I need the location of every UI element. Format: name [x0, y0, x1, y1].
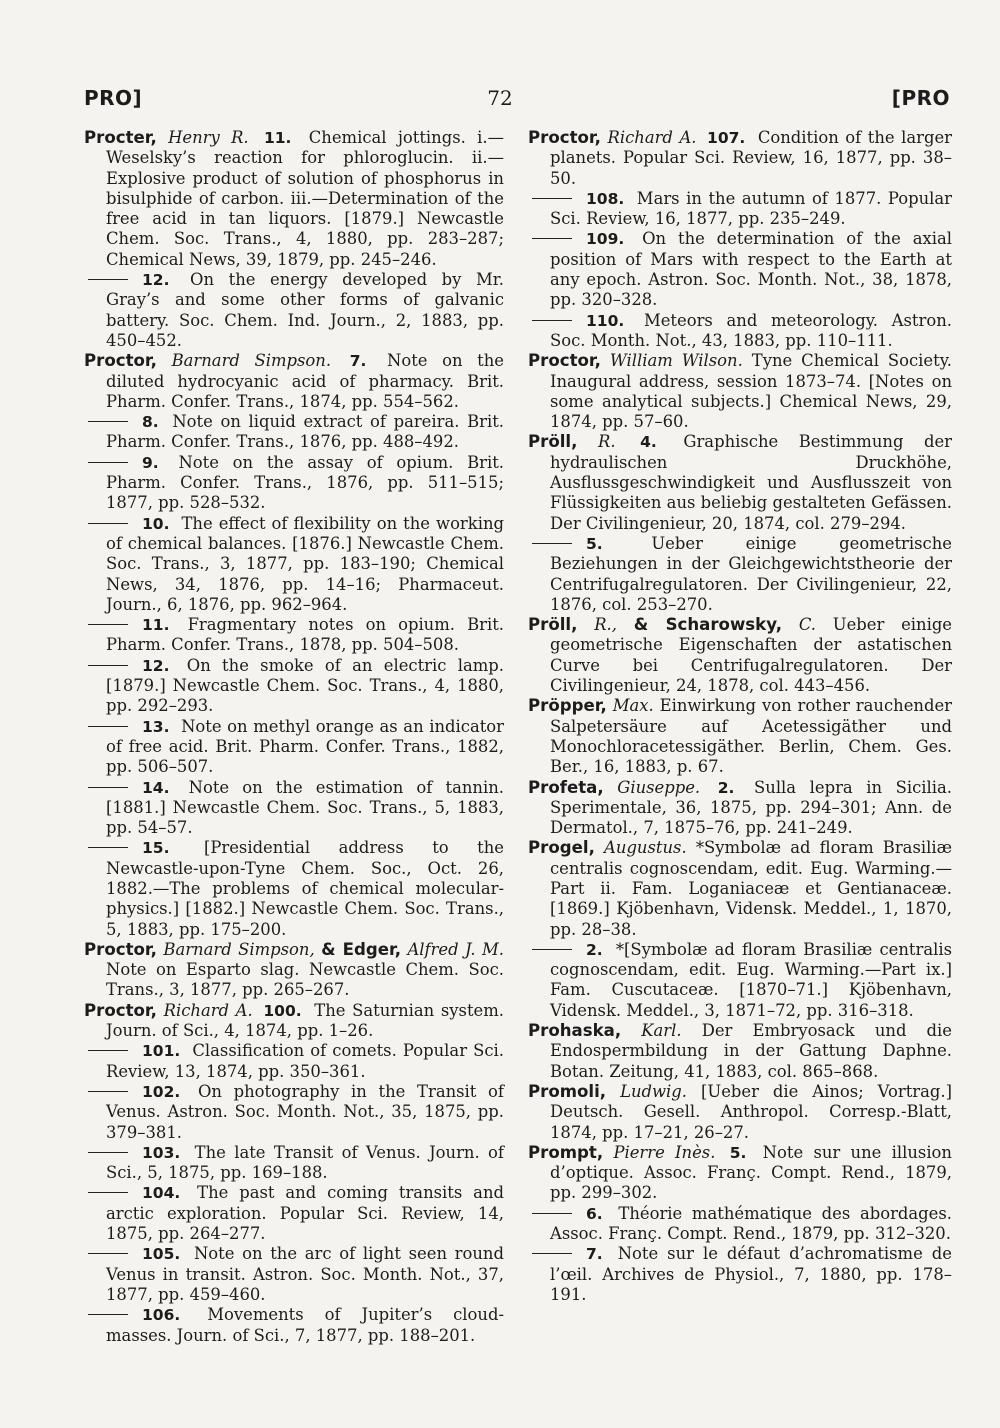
entry-text: *Symbolæ ad floram Brasiliæ centralis cognoscendam, edit. Eug. Warming.—Part ii. Fam. Loganiaceæ et Gentianaceæ. [1869.] Kjöbenhavn, Vidensk. Meddel., 1, 1870, pp. 28–38.: [550, 838, 952, 939]
author-given-name: Barnard Simpson.: [171, 351, 332, 371]
bibliography-entry: [84, 1183, 504, 1244]
ditto-dash: [88, 1192, 128, 1193]
entry-text: The Saturnian system. Journ. of Sci., 4, 1874, pp. 1–26.: [106, 1000, 504, 1041]
author-surname: Pröpper,: [528, 696, 607, 716]
bibliography-entry: [84, 1305, 504, 1346]
entry-text: Note on the diluted hydrocyanic acid of pharmacy. Brit. Pharm. Confer. Trans., 1874, pp. 554–562.: [106, 351, 505, 411]
entry-text: Fragmentary notes on opium. Brit. Pharm. Confer. Trans., 1878, pp. 504–508.: [106, 615, 504, 655]
bibliography-entry: [528, 696, 952, 777]
bibliography-entry: [84, 717, 504, 778]
author-surname: Proctor,: [84, 1000, 157, 1020]
entry-text: Ueber einige geometrische Beziehungen in der Gleichgewichtstheorie der Centrifugalregulatoren. Der Civilingenieur, 22, 1876, col. 253–270.: [550, 533, 952, 614]
bibliography-entry: [84, 514, 504, 615]
entry-text: Meteors and meteorology. Astron. Soc. Month. Not., 43, 1883, pp. 110–111.: [550, 310, 952, 350]
author-surname: Pröll,: [528, 432, 578, 452]
entry-number: 12.: [142, 656, 170, 675]
bibliography-entry: [84, 778, 504, 839]
bibliography-entry: [84, 1001, 504, 1042]
author-surname: Promoli,: [528, 1081, 607, 1101]
entry-number: 14.: [142, 778, 170, 797]
entry-text: Einwirkung von rother rauchender Salpetersäure auf Acetessigäther und Monochloracetessigäther. Berlin, Chem. Ges. Ber., 16, 1883, p. 67.: [550, 696, 952, 777]
right-column: [528, 128, 952, 1305]
bibliography-entry: [84, 1041, 504, 1082]
entry-number: 15.: [142, 839, 170, 858]
entry-text: Graphische Bestimmung der hydraulischen Druckhöhe, Ausflussgeschwindigkeit und Ausflusszeit von Flüssigkeiten aus beliebig gestalteten Gefässen. Der Civilingenieur, 20, 1874, col. 279–294.: [550, 432, 953, 533]
entry-number: 101.: [142, 1042, 181, 1061]
entry-number: 11.: [142, 616, 170, 635]
entry-number: 7.: [586, 1245, 603, 1264]
bibliography-entry: [528, 778, 952, 839]
entry-number: 2.: [586, 940, 603, 959]
entry-text: Note on liquid extract of pareira. Brit. Pharm. Confer. Trans., 1876, pp. 488–492.: [106, 412, 504, 452]
ditto-dash: [88, 1152, 128, 1153]
author-given-name: Henry R.: [168, 128, 249, 147]
ditto-dash: [88, 624, 128, 625]
entry-text: Théorie mathématique des abordages. Assoc. Franç. Compt. Rend., 1879, pp. 312–320.: [550, 1203, 952, 1244]
author-surname: Proctor,: [528, 351, 601, 371]
ditto-dash: [88, 847, 128, 848]
entry-number: 105.: [142, 1245, 181, 1264]
entry-number: 107.: [707, 129, 746, 147]
entry-number: 106.: [142, 1306, 181, 1325]
coauthor-surname: & Edger,: [321, 939, 402, 959]
bibliography-entry: [528, 189, 952, 230]
ditto-dash: [88, 1050, 128, 1051]
ditto-dash: [88, 787, 128, 788]
ditto-dash: [532, 238, 572, 239]
ditto-dash: [532, 320, 572, 321]
bibliography-entry: [528, 1021, 952, 1082]
page-number: 72: [487, 86, 513, 110]
bibliography-entry: [84, 1143, 504, 1184]
entry-number: 10.: [142, 514, 170, 533]
author-given-name: R.: [598, 432, 616, 452]
bibliography-entry: [84, 615, 504, 656]
entry-number: 108.: [586, 189, 625, 208]
entry-number: 11.: [263, 129, 292, 147]
bibliography-entry: [528, 940, 952, 1021]
entry-number: 5.: [729, 1143, 747, 1162]
author-given-name: Ludwig.: [620, 1081, 688, 1101]
entry-number: 2.: [717, 778, 735, 797]
entry-text: Note on the estimation of tannin. [1881.] Newcastle Chem. Soc. Trans., 5, 1883, pp. 54–57.: [106, 777, 504, 838]
author-surname: Profeta,: [528, 777, 604, 797]
entry-text: Classification of comets. Popular Sci. Review, 13, 1874, pp. 350–361.: [106, 1041, 504, 1081]
bibliography-entry: [84, 270, 504, 351]
entry-text: Condition of the larger planets. Popular Sci. Review, 16, 1877, pp. 38–50.: [550, 128, 952, 188]
ditto-dash: [532, 949, 572, 950]
entry-text: Der Embryosack und die Endospermbildung in der Gattung Daphne. Botan. Zeitung, 41, 1883, col. 865–868.: [550, 1021, 952, 1081]
ditto-dash: [88, 1314, 128, 1315]
entry-text: Note on the arc of light seen round Venus in transit. Astron. Soc. Month. Not., 37, 1877, pp. 459–460.: [106, 1244, 504, 1304]
entry-text: Sulla lepra in Sicilia. Sperimentale, 36, 1875, pp. 294–301; Ann. de Dermatol., 7, 1875–76, pp. 241–249.: [550, 777, 953, 838]
ditto-dash: [88, 523, 128, 524]
entry-number: 6.: [586, 1204, 603, 1223]
entry-number: 102.: [142, 1082, 181, 1101]
coauthor-surname: & Scharowsky,: [633, 615, 783, 635]
running-header: [0, 86, 1000, 120]
author-given-name: Richard A.: [163, 1000, 253, 1020]
entry-text: On the determination of the axial position of Mars with respect to the Earth at any epoch. Astron. Soc. Month. Not., 38, 1878, pp. 320–328.: [550, 229, 952, 310]
bibliography-entry: [84, 940, 504, 1001]
header-right: [PRO: [891, 86, 950, 110]
author-given-name: Richard A.: [607, 128, 697, 147]
entry-number: 110.: [586, 311, 625, 330]
bibliography-entry: [84, 1082, 504, 1143]
entry-number: 7.: [349, 352, 367, 371]
entry-text: On the energy developed by Mr. Gray’s and some other forms of galvanic battery. Soc. Chem. Ind. Journ., 2, 1883, pp. 450–452.: [106, 270, 504, 350]
entry-text: Note on Esparto slag. Newcastle Chem. Soc. Trans., 3, 1877, pp. 265–267.: [106, 960, 504, 1000]
author-surname: Proctor,: [84, 939, 157, 959]
entry-text: Movements of Jupiter’s cloud-masses. Journ. of Sci., 7, 1877, pp. 188–201.: [106, 1305, 504, 1345]
entry-text: Mars in the autumn of 1877. Popular Sci. Review, 16, 1877, pp. 235–249.: [550, 188, 952, 229]
ditto-dash: [532, 1213, 572, 1214]
author-given-name: William Wilson.: [609, 351, 743, 371]
entry-text: *[Symbolæ ad floram Brasiliæ centralis cognoscendam, edit. Eug. Warming.—Part ix.] Fam. Cuscutaceæ. [1870–71.] Kjöbenhavn, Vidensk. Meddel., 3, 1871–72, pp. 316–318.: [550, 939, 952, 1020]
entry-text: The past and coming transits and arctic exploration. Popular Sci. Review, 14, 1875, pp. 264–277.: [106, 1183, 504, 1244]
bibliography-entry: [528, 615, 952, 696]
ditto-dash: [88, 462, 128, 463]
entry-text: Note on methyl orange as an indicator of free acid. Brit. Pharm. Confer. Trans., 1882, pp. 506–507.: [106, 716, 504, 777]
ditto-dash: [88, 1253, 128, 1254]
author-surname: Prohaska,: [528, 1021, 622, 1041]
entry-text: Chemical jottings. i.—Weselsky’s reaction for phloroglucin. ii.—Explosive product of solution of phosphorus in bisulphide of carbon. iii.—Determination of the free acid in tan liquors. [1879.] Newcastle Chem. Soc. Trans., 4, 1880, pp. 283–287; Chemical News, 39, 1879, pp. 245–246.: [106, 128, 504, 269]
bibliography-entry: [528, 311, 952, 352]
bibliography-entry: [84, 128, 504, 270]
bibliography-entry: [528, 229, 952, 310]
author-given-name: Augustus.: [604, 838, 687, 858]
ditto-dash: [532, 543, 572, 544]
ditto-dash: [88, 1091, 128, 1092]
header-left: PRO]: [84, 86, 143, 110]
bibliography-entry: [84, 351, 504, 412]
entry-text: Note on the assay of opium. Brit. Pharm. Confer. Trans., 1876, pp. 511–515; 1877, pp. 528–532.: [106, 452, 504, 513]
left-column: [84, 128, 504, 1346]
author-surname: Proctor,: [84, 351, 157, 371]
ditto-dash: [532, 1253, 572, 1254]
bibliography-entry: [528, 1082, 952, 1143]
entry-text: Tyne Chemical Society. Inaugural address, session 1873–74. [Notes on some analytical subjects.] Chemical News, 29, 1874, pp. 57–60.: [550, 351, 952, 432]
bibliography-entry: [84, 453, 504, 514]
entry-number: 100.: [263, 1001, 302, 1020]
bibliography-entry: [528, 128, 952, 189]
author-surname: Procter,: [84, 128, 157, 147]
entry-number: 4.: [640, 433, 657, 452]
author-given-name: Pierre Inès.: [613, 1142, 716, 1162]
entry-number: 103.: [142, 1143, 181, 1162]
entry-text: The late Transit of Venus. Journ. of Sci., 5, 1875, pp. 169–188.: [106, 1142, 504, 1183]
bibliography-entry: [528, 534, 952, 615]
author-given-name: Barnard Simpson,: [163, 939, 315, 959]
ditto-dash: [88, 665, 128, 666]
coauthor-given-name: Alfred J. M.: [407, 939, 504, 959]
bibliography-entry: [528, 432, 952, 533]
bibliography-entry: [528, 1204, 952, 1245]
author-surname: Proctor,: [528, 128, 601, 147]
entry-number: 104.: [142, 1184, 181, 1203]
bibliography-entry: [528, 351, 952, 432]
bibliography-entry: [84, 412, 504, 453]
bibliography-entry: [528, 1143, 952, 1204]
bibliography-entry: [84, 838, 504, 939]
bibliography-entry: [84, 1244, 504, 1305]
entry-text: Note sur le défaut d’achromatisme de l’œil. Archives de Physiol., 7, 1880, pp. 178–191.: [550, 1244, 952, 1304]
entry-text: Note sur une illusion d’optique. Assoc. Franç. Compt. Rend., 1879, pp. 299–302.: [550, 1142, 952, 1203]
entry-text: On the smoke of an electric lamp. [1879.] Newcastle Chem. Soc. Trans., 4, 1880, pp. 292–293.: [106, 655, 504, 716]
entry-text: Ueber einige geometrische Eigenschaften der astatischen Curve bei Centrifugalregulatoren. Der Civilingenieur, 24, 1878, col. 443–456.: [550, 615, 953, 696]
author-surname: Pröll,: [528, 615, 578, 635]
ditto-dash: [88, 726, 128, 727]
entry-number: 13.: [142, 717, 170, 736]
author-given-name: R.,: [594, 615, 617, 635]
entry-text: The effect of flexibility on the working of chemical balances. [1876.] Newcastle Chem. Soc. Trans., 3, 1877, pp. 183–190; Chemical News, 34, 1876, pp. 14–16; Pharmaceut. Journ., 6, 1876, pp. 962–964.: [106, 513, 504, 614]
author-given-name: Max.: [612, 696, 654, 716]
ditto-dash: [88, 421, 128, 422]
entry-text: On photography in the Transit of Venus. Astron. Soc. Month. Not., 35, 1875, pp. 379–381.: [106, 1081, 504, 1142]
entry-text: [Ueber die Ainos; Vortrag.] Deutsch. Gesell. Anthropol. Corresp.-Blatt, 1874, pp. 17–21, 26–27.: [550, 1081, 952, 1142]
author-surname: Progel,: [528, 838, 595, 858]
entry-number: 109.: [586, 230, 625, 249]
bibliography-entry: [84, 656, 504, 717]
ditto-dash: [532, 198, 572, 199]
bibliography-entry: [528, 838, 952, 939]
entry-number: 5.: [586, 534, 603, 553]
author-given-name: Giuseppe.: [617, 777, 701, 797]
entry-text: [Presidential address to the Newcastle-upon-Tyne Chem. Soc., Oct. 26, 1882.—The problems of chemical molecular-physics.] [1882.] Newcastle Chem. Soc. Trans., 5, 1883, pp. 175–200.: [106, 838, 504, 939]
ditto-dash: [88, 279, 128, 280]
bibliography-entry: [528, 1244, 952, 1305]
entry-number: 9.: [142, 453, 159, 472]
author-surname: Prompt,: [528, 1142, 604, 1162]
entry-number: 12.: [142, 271, 170, 290]
author-given-name: Karl.: [641, 1021, 682, 1041]
coauthor-given-name: C.: [798, 615, 816, 635]
entry-number: 8.: [142, 413, 159, 432]
